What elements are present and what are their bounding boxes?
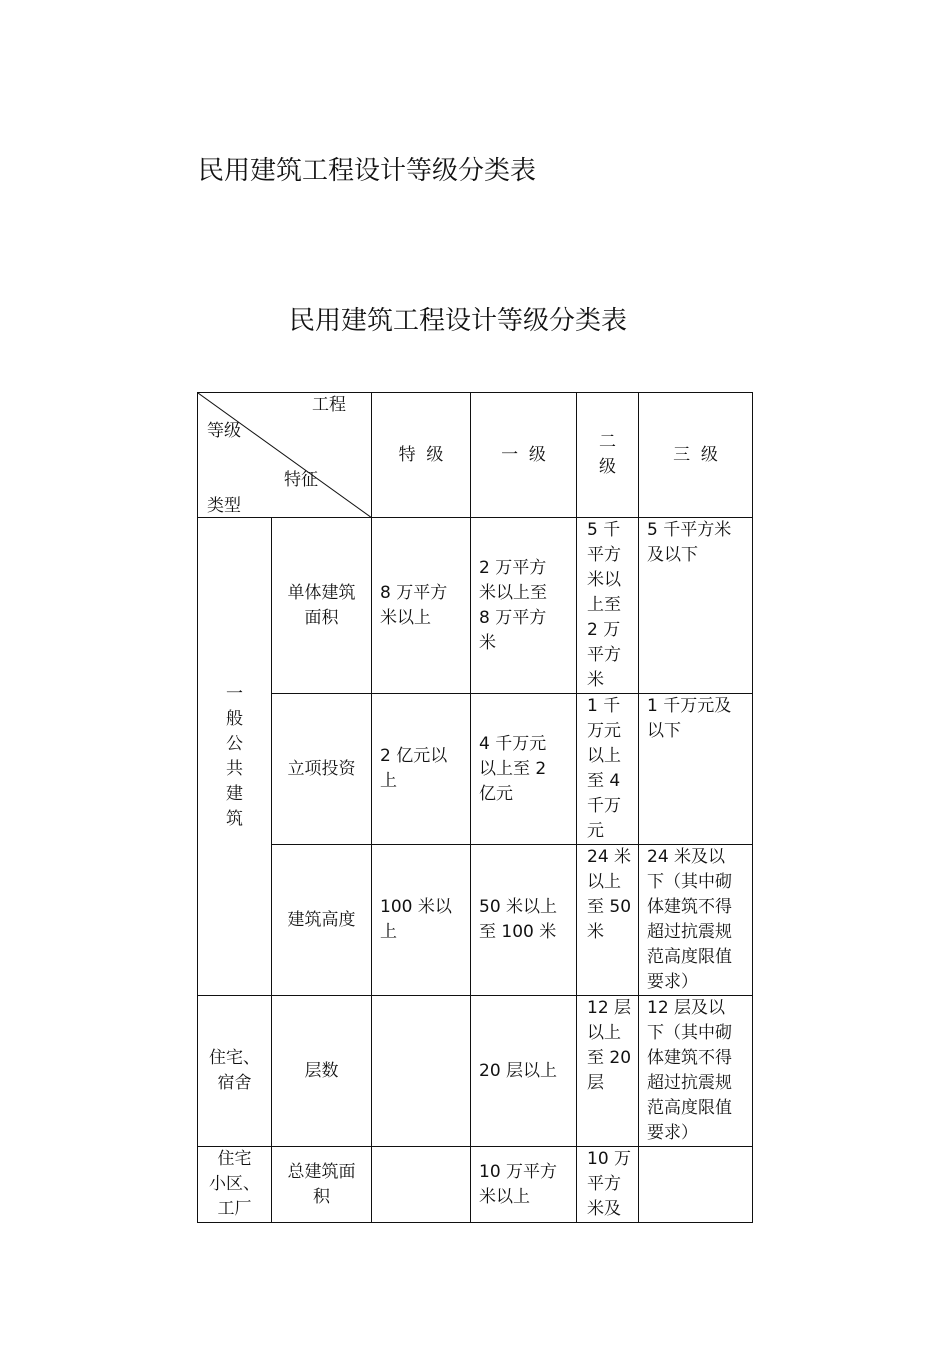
district-erji: 10 万 平方 米及 [577, 1147, 639, 1223]
height-teji: 100 米以 上 [372, 845, 471, 996]
table-row [198, 1147, 753, 1223]
table-row [198, 845, 753, 996]
header-teji: 特 级 [372, 393, 471, 518]
corner-label-gongcheng: 工程 [312, 395, 346, 415]
table-row [198, 518, 753, 694]
invest-sanji: 1 千万元及 以下 [639, 694, 753, 845]
corner-label-leixing: 类型 [207, 496, 241, 516]
table-title: 民用建筑工程设计等级分类表 [289, 306, 628, 336]
table-row [198, 694, 753, 845]
type-residential: 住宅、 宿舍 [198, 996, 272, 1147]
district-yiji: 10 万平方 米以上 [471, 1147, 577, 1223]
district-sanji [639, 1147, 753, 1223]
corner-label-tezheng: 特征 [284, 470, 318, 490]
corner-header-cell [198, 393, 372, 518]
header-yiji: 一 级 [471, 393, 577, 518]
invest-erji: 1 千 万元 以上 至 4 千万 元 [577, 694, 639, 845]
area-teji: 8 万平方 米以上 [372, 518, 471, 694]
header-sanji: 三 级 [639, 393, 753, 518]
design-grade-table [197, 392, 753, 1223]
corner-label-dengji: 等级 [207, 421, 241, 441]
invest-teji: 2 亿元以 上 [372, 694, 471, 845]
height-sanji: 24 米及以 下（其中砌 体建筑不得 超过抗震规 范高度限值 要求） [639, 845, 753, 996]
page-heading-top: 民用建筑工程设计等级分类表 [198, 156, 537, 186]
district-teji [372, 1147, 471, 1223]
table-row [198, 996, 753, 1147]
feature-invest: 立项投资 [272, 694, 372, 845]
group-general-public-building: 一 般 公 共 建 筑 [198, 518, 272, 996]
feature-floors: 层数 [272, 996, 372, 1147]
feature-total-area: 总建筑面 积 [272, 1147, 372, 1223]
header-erji: 二 级 [577, 393, 639, 518]
invest-yiji: 4 千万元 以上至 2 亿元 [471, 694, 577, 845]
feature-area: 单体建筑 面积 [272, 518, 372, 694]
area-sanji: 5 千平方米 及以下 [639, 518, 753, 694]
area-yiji: 2 万平方 米以上至 8 万平方 米 [471, 518, 577, 694]
height-erji: 24 米 以上 至 50 米 [577, 845, 639, 996]
residential-erji: 12 层 以上 至 20 层 [577, 996, 639, 1147]
residential-sanji: 12 层及以 下（其中砌 体建筑不得 超过抗震规 范高度限值 要求） [639, 996, 753, 1147]
area-erji: 5 千 平方 米以 上至 2 万 平方 米 [577, 518, 639, 694]
type-district: 住宅 小区、 工厂 [198, 1147, 272, 1223]
header-row [198, 393, 753, 518]
feature-height: 建筑高度 [272, 845, 372, 996]
height-yiji: 50 米以上 至 100 米 [471, 845, 577, 996]
residential-yiji: 20 层以上 [471, 996, 577, 1147]
residential-teji [372, 996, 471, 1147]
